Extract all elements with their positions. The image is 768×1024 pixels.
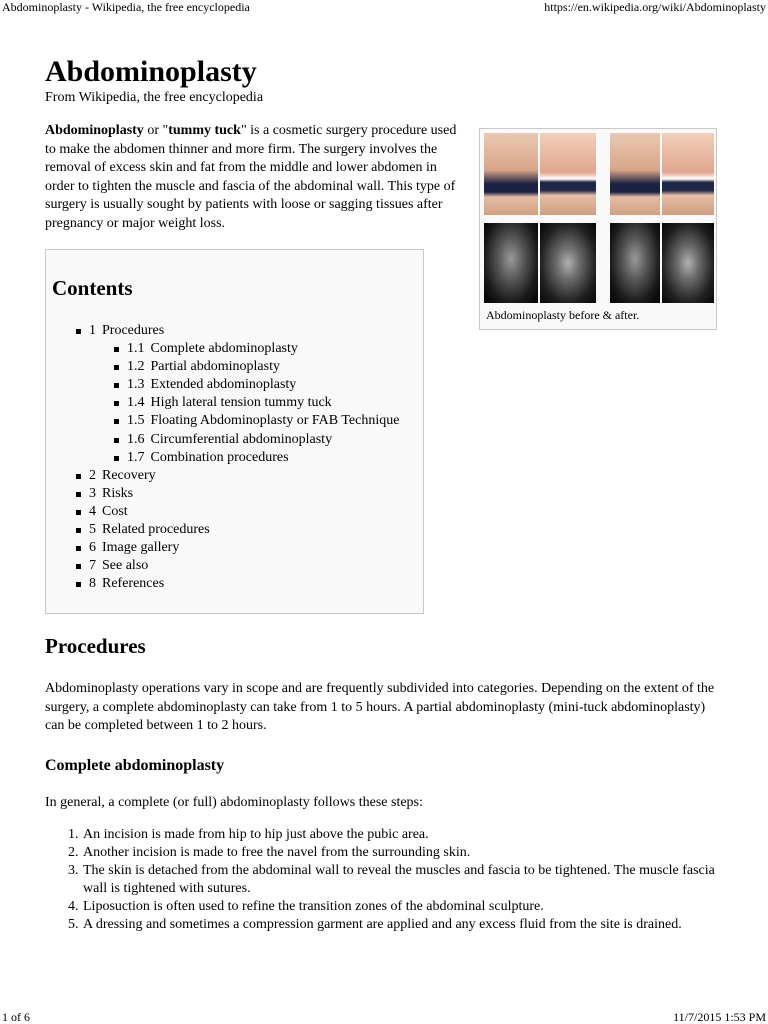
subsection-heading-complete: Complete abdominoplasty (45, 757, 225, 774)
toc-item-number: 1.2 (127, 359, 145, 375)
toc-item-number: 1.7 (127, 449, 145, 465)
toc-item-label[interactable]: Partial abdominoplasty (150, 359, 280, 375)
scan-after-2 (662, 223, 714, 303)
section-heading-procedures: Procedures (45, 634, 146, 658)
bullet-icon (114, 383, 119, 388)
page-count: 1 of 6 (2, 1010, 30, 1024)
toc-item-number: 5 (89, 522, 96, 538)
toc-item-label[interactable]: See also (102, 558, 149, 574)
image-caption: Abdominoplasty before & after. (486, 308, 640, 322)
toc-item-label[interactable]: Complete abdominoplasty (150, 341, 298, 357)
infobox (479, 128, 717, 330)
toc-title: Contents (52, 276, 133, 300)
print-timestamp: 11/7/2015 1:53 PM (673, 1010, 766, 1024)
step-number: 2. (68, 845, 79, 860)
photo-after-2 (662, 133, 714, 215)
scan-before-1 (484, 223, 538, 303)
toc-item-number: 1 (89, 323, 96, 338)
photo-before-2 (610, 133, 660, 215)
toc-item-number: 8 (89, 576, 96, 592)
toc-item-number: 7 (89, 558, 96, 574)
bullet-icon (114, 401, 119, 406)
toc-item-label[interactable]: Procedures (102, 323, 165, 338)
toc-item-number: 1.4 (127, 395, 145, 411)
bullet-icon (114, 419, 119, 424)
list-item (68, 862, 728, 898)
step-text: An incision is made from hip to hip just above the pubic area. (83, 827, 429, 842)
list-item (68, 826, 728, 844)
scan-before-2 (610, 223, 660, 303)
page-header-title: Abdominoplasty - Wikipedia, the free encyclopedia (2, 0, 250, 14)
toc-item-label[interactable]: Floating Abdominoplasty or FAB Technique (150, 413, 400, 429)
bullet-icon (114, 456, 119, 461)
bullet-icon (114, 347, 119, 352)
bullet-icon (76, 510, 81, 515)
toc-item-number: 3 (89, 485, 96, 501)
list-item (68, 844, 728, 862)
toc-item-label[interactable]: Cost (102, 503, 128, 519)
article-subtitle: From Wikipedia, the free encyclopedia (45, 90, 264, 105)
procedures-paragraph: Abdominoplasty operations vary in scope and are frequently subdivided into categories. Depending on the extent of the surgery, a complete abdominoplasty can take from 1 to 5 hours. A partial abdominoplasty (mini-tuck abdominoplasty) can be completed between 1 to 2 hours. (45, 681, 715, 734)
step-number: 3. (68, 863, 79, 878)
intro-alt-term: tummy tuck (168, 123, 241, 138)
toc-item-label[interactable]: High lateral tension tummy tuck (150, 395, 332, 411)
photo-after-1 (540, 133, 596, 215)
toc-item-label[interactable]: Combination procedures (150, 449, 289, 465)
bullet-icon (114, 365, 119, 370)
step-number: 5. (68, 917, 79, 932)
article-title: Abdominoplasty (45, 55, 257, 88)
step-number: 1. (68, 827, 79, 842)
step-text: Liposuction is often used to refine the transition zones of the abdominal sculpture. (83, 899, 544, 914)
toc-item-number: 6 (89, 540, 96, 556)
intro-term: Abdominoplasty (45, 123, 144, 138)
bullet-icon (76, 474, 81, 479)
toc-item-number: 1.3 (127, 377, 145, 393)
intro-or-text: or " (143, 123, 169, 138)
list-item (68, 916, 728, 934)
table-of-contents (45, 249, 424, 614)
bullet-icon (76, 528, 81, 533)
bullet-icon (76, 582, 81, 587)
before-after-image[interactable] (484, 133, 712, 305)
bullet-icon (76, 329, 81, 334)
toc-item-number: 1.6 (127, 431, 145, 447)
toc-item-label[interactable]: Extended abdominoplasty (150, 377, 297, 393)
toc-item-label[interactable]: Risks (102, 485, 134, 501)
toc-item-number: 1.5 (127, 413, 145, 429)
intro-rest: " is a cosmetic surgery procedure used to make the abdomen thinner and more firm. The surgery involves the removal of excess skin and fat from the middle and lower abdomen in order to tighten the muscle and fascia of the abdominal wall. This type of surgery is usually sought by patients with loose or sagging tissues after pregnancy or major weight loss. (45, 123, 457, 231)
bullet-icon (114, 438, 119, 443)
step-number: 4. (68, 899, 79, 914)
toc-item-number: 4 (89, 503, 96, 519)
complete-steps-list (68, 826, 728, 934)
bullet-icon (76, 546, 81, 551)
page-header-url[interactable]: https://en.wikipedia.org/wiki/Abdominoplasty (544, 0, 766, 14)
toc-item-label[interactable]: References (102, 576, 165, 592)
intro-paragraph (45, 122, 460, 234)
step-text: The skin is detached from the abdominal wall to reveal the muscles and fascia to be tightened. The muscle fascia wall is tightened with sutures. (83, 863, 715, 896)
photo-before-1 (484, 133, 538, 215)
list-item (68, 898, 728, 916)
complete-lead-text: In general, a complete (or full) abdominoplasty follows these steps: (45, 795, 423, 810)
bullet-icon (76, 564, 81, 569)
toc-item-label[interactable]: Recovery (102, 467, 156, 483)
toc-item-number: 2 (89, 467, 96, 483)
step-text: Another incision is made to free the navel from the surrounding skin. (83, 845, 471, 860)
step-text: A dressing and sometimes a compression garment are applied and any excess fluid from the site is drained. (83, 917, 682, 932)
toc-item-label[interactable]: Circumferential abdominoplasty (150, 431, 333, 447)
toc-item-label[interactable]: Related procedures (102, 522, 210, 538)
scan-after-1 (540, 223, 596, 303)
toc-item-number: 1.1 (127, 341, 145, 357)
bullet-icon (76, 492, 81, 497)
toc-item-label[interactable]: Image gallery (102, 540, 180, 556)
